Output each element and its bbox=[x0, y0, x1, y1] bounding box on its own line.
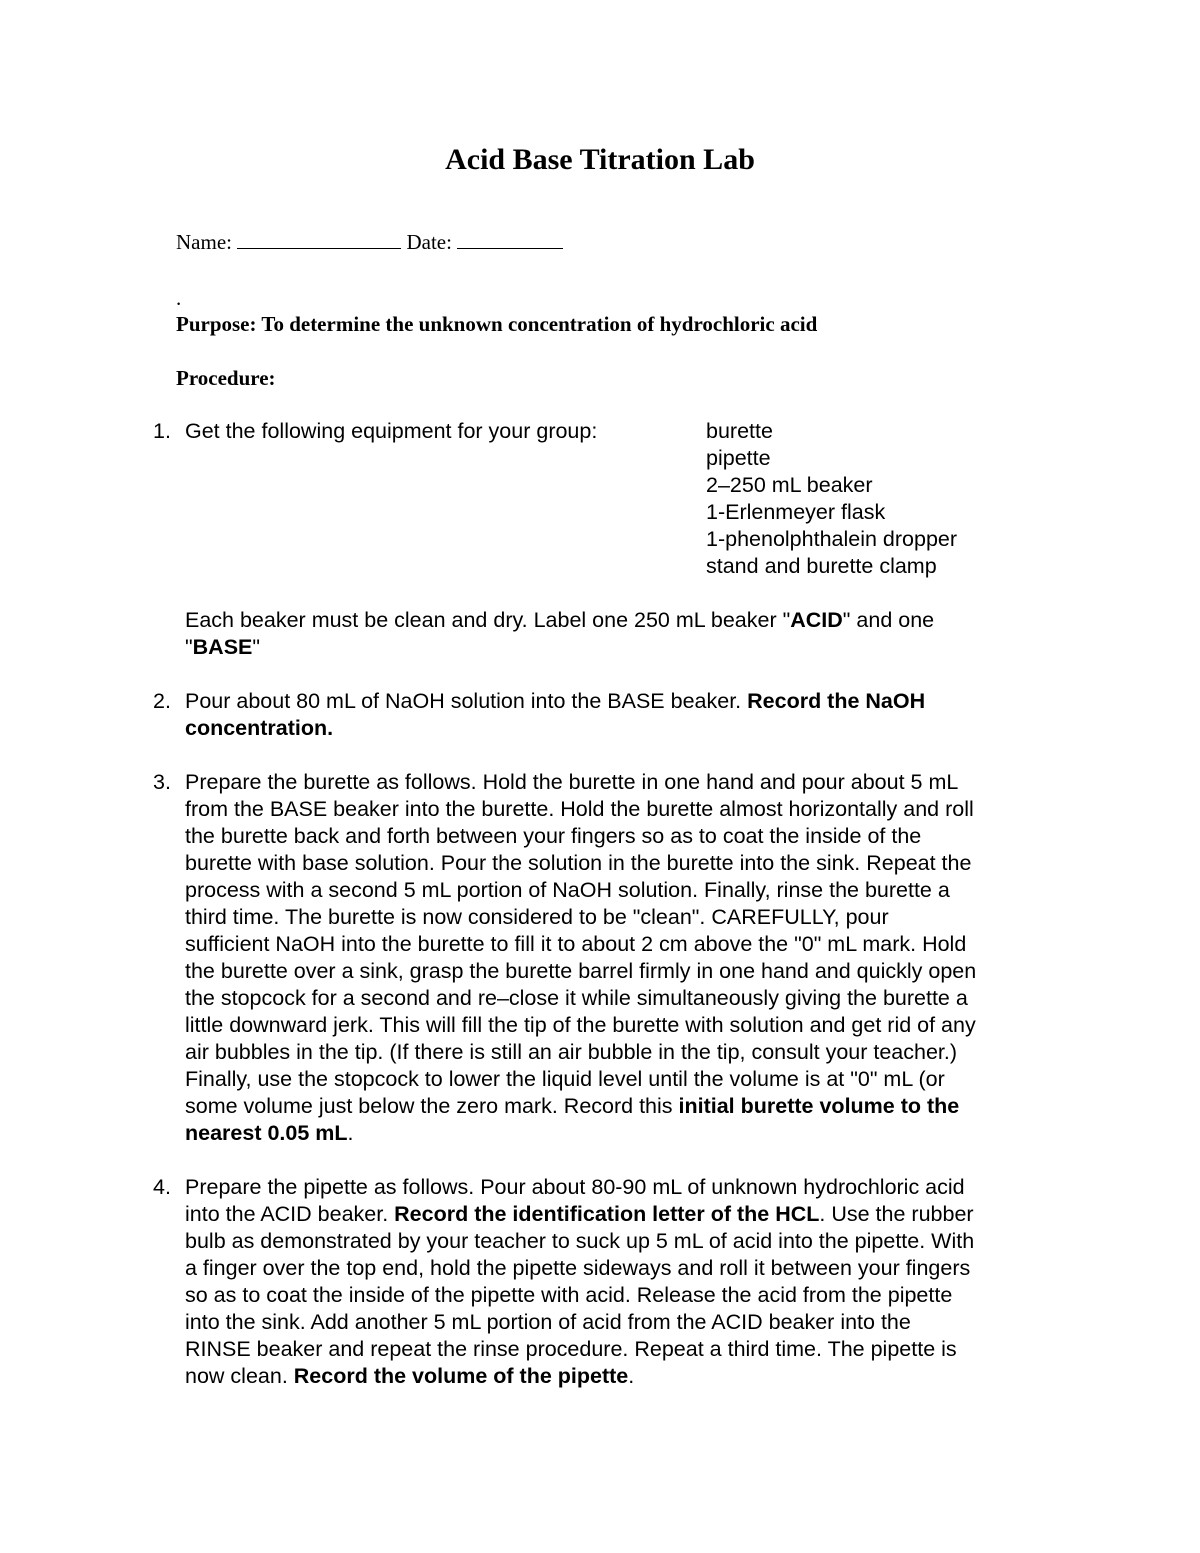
acid-label: ACID bbox=[790, 608, 843, 632]
list-item: 2–250 mL beaker bbox=[706, 473, 873, 497]
paragraph-line: nearest 0.05 mL. bbox=[185, 1121, 354, 1145]
equipment-list bbox=[706, 418, 957, 580]
paragraph-line: little downward jerk. This will fill the tip of the burette with solution and get rid of any bbox=[185, 1013, 976, 1037]
step-1-text: Get the following equipment for your group: bbox=[185, 419, 598, 443]
list-item: pipette bbox=[706, 446, 771, 470]
paragraph-line: so as to coat the inside of the pipette with acid. Release the acid from the pipette bbox=[185, 1283, 953, 1307]
date-blank bbox=[457, 228, 563, 249]
name-date-line bbox=[176, 228, 563, 256]
paragraph-line: a finger over the top end, hold the pipette sideways and roll it between your fingers bbox=[185, 1256, 971, 1280]
paragraph-line: air bubbles in the tip. (If there is still an air bubble in the tip, consult your teacher.) bbox=[185, 1040, 958, 1064]
paragraph-line: now clean. Record the volume of the pipette. bbox=[185, 1364, 635, 1388]
paragraph-line: burette with base solution. Pour the solution in the burette into the sink. Repeat the bbox=[185, 851, 972, 875]
paragraph-line: Finally, use the stopcock to lower the liquid level until the volume is at "0" mL (or bbox=[185, 1067, 945, 1091]
paragraph-line: RINSE beaker and repeat the rinse procedure. Repeat a third time. The pipette is bbox=[185, 1337, 957, 1361]
paragraph-line: process with a second 5 mL portion of NaOH solution. Finally, rinse the burette a bbox=[185, 878, 950, 902]
step-number: 4. bbox=[153, 1175, 171, 1199]
paragraph-line: Prepare the pipette as follows. Pour about 80-90 mL of unknown hydrochloric acid bbox=[185, 1175, 965, 1199]
paragraph-line: Prepare the burette as follows. Hold the burette in one hand and pour about 5 mL bbox=[185, 770, 959, 794]
document-page: Acid Base Titration Lab Name: Date: . Purpose: To determine the unknown concentration of hydrochloric acid Procedure: 1. Get the following equipment for your group: burette pipette 2–250 mL beaker 1-Erlenmeyer flask 1-phenolphthalein dropper stand and burette clamp Each beaker must be clean and dry. Label one 250 mL beaker "ACID" and one "BASE" 2. Pour about 80 mL of NaOH solution into the BASE beaker. Record the NaOH concentration. 3. Prepare the burette as follows. Hold the burette in one hand and pour about 5 mL from the BASE beaker into the burette. Hold the burette almost horizontally and roll the burette back and forth between your fingers so as to coat the inside of the burette with base solution. Pour the solution in the burette into the sink. Repeat the process with a second 5 mL portion of NaOH solution. Finally, rinse the burette a third time. The burette is now considered to be "clean". CAREFULLY, pour sufficient NaOH into the burette to fill it to about 2 cm above the "0" mL mark. Hold the burette over a sink, grasp the burette barrel firmly in one hand and quickly open the stopcock for a second and re–close it while simultaneously giving the burette a little downward jerk. This will fill the tip of the burette with solution and get rid of any air bubbles in the tip. (If there is still an air bubble in the tip, consult your teacher.) Finally, use the stopcock to lower the liquid level until the volume is at "0" mL (or some volume just below the zero mark. Record this initial burette volume to the nearest 0.05 mL. 4. Prepare the pipette as follows. Pour about 80-90 mL of unknown hydrochloric acid into the ACID beaker. Record the identification letter of the HCL. Use the rubber bulb as demonstrated by your teacher to suck up 5 mL of acid into the pipette. With a finger over the top end, hold the pipette sideways and roll it between your fingers so as to coat the inside of the pipette with acid. Release the acid from the pipette into the sink. Add another 5 mL portion of acid from the ACID beaker into the RINSE beaker and repeat the rinse procedure. Repeat a third time. The pipette is now clean. Record the volume of the pipette. bbox=[0, 0, 1200, 1553]
procedure-heading: Procedure: bbox=[176, 366, 276, 390]
paragraph-line: some volume just below the zero mark. Record this initial burette volume to the bbox=[185, 1094, 960, 1118]
step-number: 1. bbox=[153, 419, 171, 443]
list-item: 1-phenolphthalein dropper bbox=[706, 527, 958, 551]
name-blank bbox=[237, 228, 401, 249]
paragraph-line: the stopcock for a second and re–close it while simultaneously giving the burette a bbox=[185, 986, 968, 1010]
paragraph-line: sufficient NaOH into the burette to fill it to about 2 cm above the "0" mL mark. Hold bbox=[185, 932, 967, 956]
paragraph-line: into the ACID beaker. Record the identification letter of the HCL. Use the rubber bbox=[185, 1202, 974, 1226]
paragraph-line: the burette over a sink, grasp the burette barrel firmly in one hand and quickly open bbox=[185, 959, 977, 983]
list-item: stand and burette clamp bbox=[706, 554, 937, 578]
list-item: 1-Erlenmeyer flask bbox=[706, 500, 886, 524]
base-label: BASE bbox=[192, 635, 253, 659]
name-label: Name: bbox=[176, 230, 232, 254]
paragraph-line: into the sink. Add another 5 mL portion of acid from the ACID beaker into the bbox=[185, 1310, 911, 1334]
page-title: Acid Base Titration Lab bbox=[445, 143, 755, 176]
stray-dot: . bbox=[176, 286, 182, 310]
paragraph-line: bulb as demonstrated by your teacher to suck up 5 mL of acid into the pipette. With bbox=[185, 1229, 975, 1253]
paragraph-line: third time. The burette is now considered to be "clean". CAREFULLY, pour bbox=[185, 905, 889, 929]
step-number: 2. bbox=[153, 689, 171, 713]
beaker-note: Each beaker must be clean and dry. Label one 250 mL beaker "ACID" and one "BASE" bbox=[185, 608, 935, 659]
purpose-line: Purpose: To determine the unknown concentration of hydrochloric acid bbox=[176, 312, 818, 336]
date-label: Date: bbox=[406, 230, 452, 254]
list-item: burette bbox=[706, 419, 773, 443]
step-number: 3. bbox=[153, 770, 171, 794]
paragraph-line: the burette back and forth between your fingers so as to coat the inside of the bbox=[185, 824, 922, 848]
paragraph-line: from the BASE beaker into the burette. Hold the burette almost horizontally and roll bbox=[185, 797, 974, 821]
